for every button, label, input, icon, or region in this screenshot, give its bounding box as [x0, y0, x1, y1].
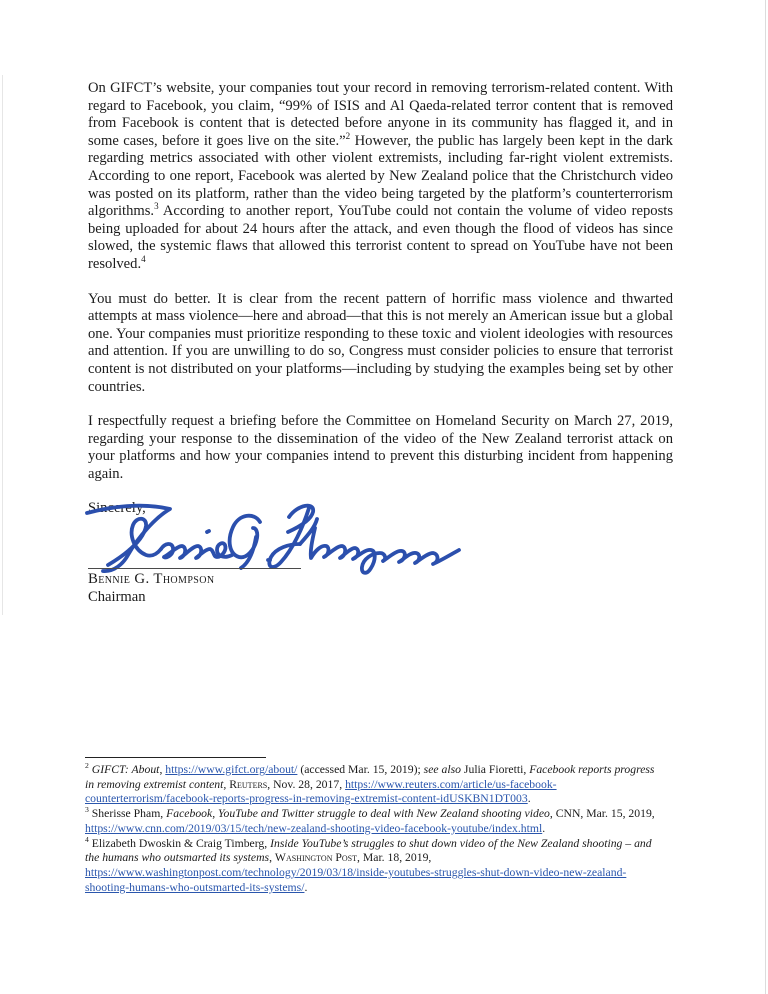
text-run: Sherisse Pham,: [88, 807, 167, 821]
body-paragraph-1: [88, 80, 673, 274]
text-run: Inside YouTube’s struggles to shut down video of the New Zealand shooting – and the humans who outsmarted its systems: [85, 836, 652, 865]
footnote-marker: 3: [154, 201, 159, 212]
salutation: Sincerely,: [88, 500, 146, 517]
footnote-marker: 4: [141, 254, 146, 265]
text-run: ,: [269, 851, 275, 865]
footnote-separator-line: [85, 757, 266, 758]
text-run: , CNN, Mar. 15, 2019,: [549, 807, 655, 821]
typed-signer-name: Bennie G. Thompson: [88, 571, 215, 588]
text-run: .: [542, 821, 546, 835]
handwritten-signature-image: [85, 501, 467, 577]
signer-title: Chairman: [88, 589, 146, 606]
text-run: GIFCT: About: [91, 763, 160, 776]
text-run: On GIFCT’s website, your companies tout your record in removing terrorism-related content. With regard to Facebook, you claim, “99% of ISIS and Al Qaeda-related terror content that is removed from Facebook is content that is detected before anyone in its community has flagged it, and in some cases, before it goes live on the site.”: [88, 80, 673, 149]
text-run: .: [304, 880, 308, 894]
footnote-3: [85, 807, 661, 836]
text-run: see also: [423, 763, 461, 776]
text-run: According to another report, YouTube could not contain the volume of video reposts being uploaded for about 24 hours after the attack, and even though the flood of videos has since slowed, the systemic flaws that allowed this terrorist content to spread on YouTube have not been resolved.: [88, 203, 673, 272]
scan-artifact-left-line: [2, 75, 3, 615]
footnote-marker: 3: [85, 805, 89, 815]
hyperlink[interactable]: https://www.cnn.com/2019/03/15/tech/new-zealand-shooting-video-facebook-youtube/index.html: [85, 821, 543, 835]
text-run: However, the public has largely been kept in the dark regarding metrics associated with other violent extremists, including far-right violent extremists. According to one report, Facebook was alerted by New Zealand police that the Christchurch video was posted on its platform, rather than the video being targeted by the platform’s counterterrorism algorithms.: [88, 132, 673, 220]
text-run: Facebook, YouTube and Twitter struggle to deal with New Zealand shooting video: [166, 807, 550, 821]
text-run: Julia Fioretti,: [461, 763, 530, 776]
text-run: .: [527, 792, 531, 806]
footnote-4: [85, 834, 661, 896]
signature-line: [88, 568, 301, 569]
text-run: Reuters: [229, 777, 268, 791]
text-run: I respectfully request a briefing before the Committee on Homeland Security on March 27, 2019, regarding your response to the dissemination of the video of the New Zealand terrorist attack on your platforms and how your companies intend to prevent this disturbing incident from happening again.: [88, 413, 673, 482]
footnote-marker: 2: [345, 130, 351, 141]
footnote-marker: 4: [85, 834, 89, 844]
footnote-2: [85, 763, 661, 807]
text-run: Washington Post: [274, 851, 358, 865]
hyperlink[interactable]: https://www.gifct.org/about/: [165, 763, 298, 776]
text-run: , Nov. 28, 2017,: [267, 777, 346, 791]
scan-artifact-right-line: [765, 0, 766, 994]
text-run: ,: [159, 763, 166, 776]
text-run: (accessed Mar. 15, 2019);: [297, 763, 424, 776]
text-run: Elizabeth Dwoskin & Craig Timberg,: [88, 836, 271, 850]
signature-block: [88, 500, 673, 608]
body-paragraph-3: [88, 413, 673, 483]
text-run: Facebook reports progress in removing extremist content,: [85, 763, 655, 791]
letter-body: [88, 80, 673, 608]
text-run: You must do better. It is clear from the recent pattern of horrific mass violence and thwarted attempts at mass violence—here and abroad—that this is not merely an American issue but a global one. Your companies must prioritize responding to these toxic and violent ideologies with resources and attention. If you are unwilling to do so, Congress must consider policies to ensure that terrorist content is not distributed on your platforms—including by studying the examples being set by other countries.: [88, 290, 673, 395]
hyperlink[interactable]: https://www.reuters.com/article/us-facebook-counterterrorism/facebook-reports-progress-in-removing-extremist-content-idUSKBN1DT003: [85, 777, 557, 806]
text-run: , Mar. 18, 2019,: [357, 851, 432, 865]
body-paragraph-2: [88, 291, 673, 397]
footnotes-section: [85, 757, 661, 895]
footnote-marker: 2: [85, 761, 89, 771]
hyperlink[interactable]: https://www.washingtonpost.com/technology/2019/03/18/inside-youtubes-struggles-shut-down-video-new-zealand-shooting-humans-who-outsmarted-its-systems/: [85, 865, 627, 894]
